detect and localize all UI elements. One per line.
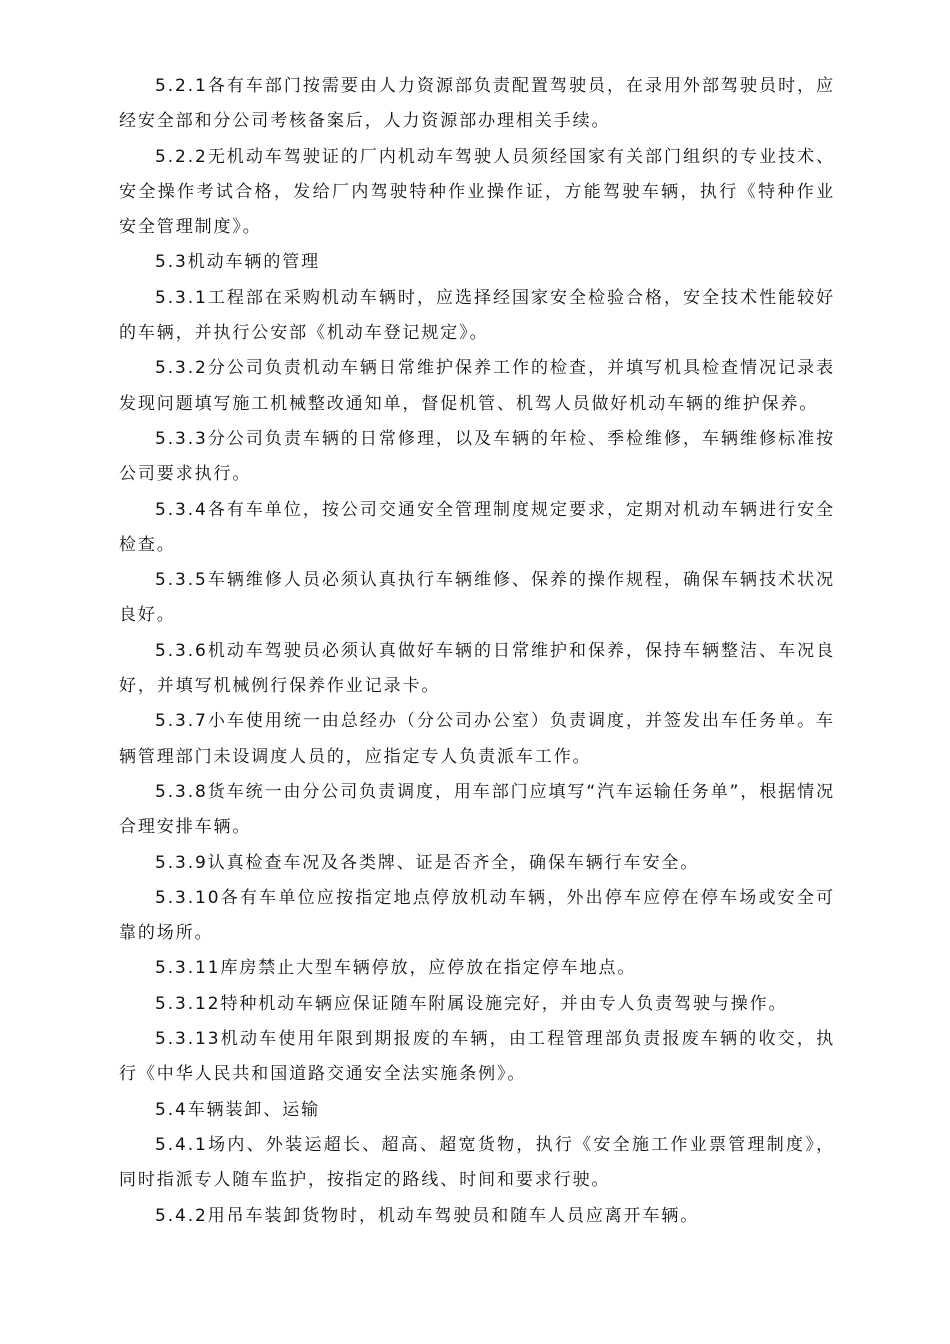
clause-5-2-2: 5.2.2无机动车驾驶证的厂内机动车驾驶人员须经国家有关部门组织的专业技术、安全操作考试合格，发给厂内驾驶特种作业操作证，方能驾驶车辆，执行《特种作业安全管理制度》。 [119,146,835,238]
clause-5-3-3: 5.3.3分公司负责车辆的日常修理，以及车辆的年检、季检维修，车辆维修标准按公司要求执行。 [119,428,835,485]
clause-5-4-1: 5.4.1场内、外装运超长、超高、超宽货物，执行《安全施工作业票管理制度》，同时指派专人随车监护，按指定的路线、时间和要求行驶。 [119,1134,835,1191]
clause-5-3-6: 5.3.6机动车驾驶员必须认真做好车辆的日常维护和保养，保持车辆整洁、车况良好，并填写机械例行保养作业记录卡。 [119,640,835,697]
clause-5-3-7: 5.3.7小车使用统一由总经办（分公司办公室）负责调度，并签发出车任务单。车辆管理部门未设调度人员的，应指定专人负责派车工作。 [119,711,835,767]
section-heading-5-3: 5.3机动车辆的管理 [155,252,321,273]
clause-5-3-13: 5.3.13机动车使用年限到期报废的车辆，由工程管理部负责报废车辆的收交，执行《中华人民共和国道路交通安全法实施条例》。 [119,1029,835,1085]
clause-5-3-5: 5.3.5车辆维修人员必须认真执行车辆维修、保养的操作规程，确保车辆技术状况良好。 [119,570,835,626]
clause-5-2-1: 5.2.1各有车部门按需要由人力资源部负责配置驾驶员，在录用外部驾驶员时，应经安全部和分公司考核备案后，人力资源部办理相关手续。 [119,76,835,132]
clause-5-3-12: 5.3.12特种机动车辆应保证随车附属设施完好，并由专人负责驾驶与操作。 [155,993,788,1014]
clause-5-3-2: 5.3.2分公司负责机动车辆日常维护保养工作的检查，并填写机具检查情况记录表发现问题填写施工机械整改通知单，督促机管、机驾人员做好机动车辆的维护保养。 [119,358,835,414]
clause-5-3-11: 5.3.11库房禁止大型车辆停放，应停放在指定停车地点。 [155,958,637,979]
section-heading-5-4: 5.4车辆装卸、运输 [155,1099,321,1120]
clause-5-3-4: 5.3.4各有车单位，按公司交通安全管理制度规定要求，定期对机动车辆进行安全检查。 [119,499,835,555]
clause-5-4-2: 5.4.2用吊车装卸货物时，机动车驾驶员和随车人员应离开车辆。 [155,1205,700,1226]
clause-5-3-9: 5.3.9认真检查车况及各类牌、证是否齐全，确保车辆行车安全。 [155,852,700,873]
clause-5-3-8: 5.3.8货车统一由分公司负责调度，用车部门应填写“汽车运输任务单”，根据情况合理安排车辆。 [119,781,835,838]
clause-5-3-10: 5.3.10各有车单位应按指定地点停放机动车辆，外出停车应停在停车场或安全可靠的场所。 [119,887,835,944]
document-body [119,69,835,1234]
clause-5-3-1: 5.3.1工程部在采购机动车辆时，应选择经国家安全检验合格，安全技术性能较好的车辆，并执行公安部《机动车登记规定》。 [119,287,835,344]
